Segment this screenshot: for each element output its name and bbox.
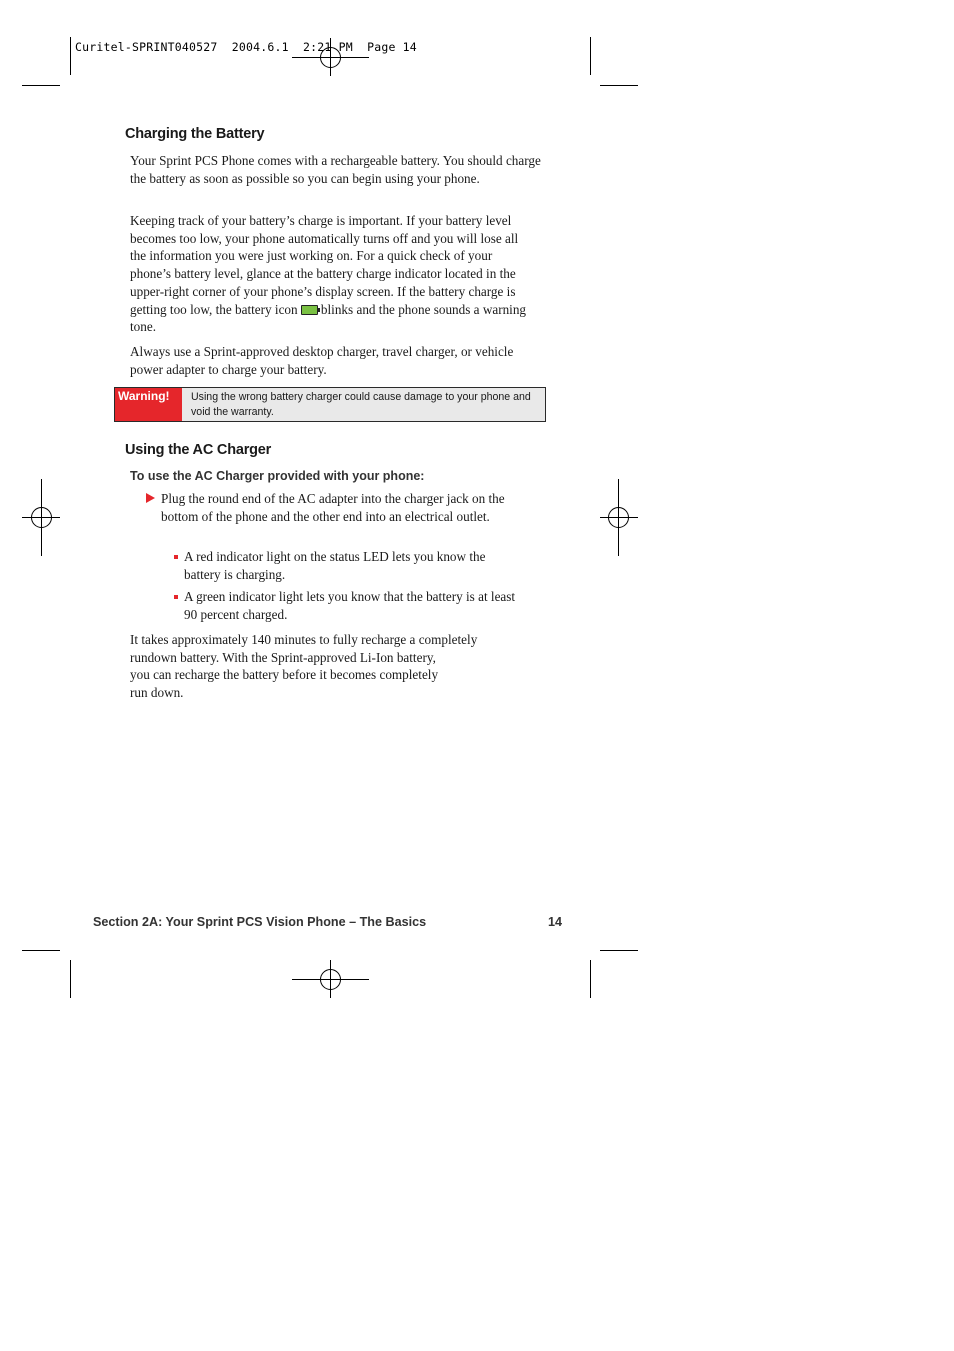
paragraph-line: you can recharge the battery before it becomes completely — [130, 667, 439, 683]
bullet-item-red-light: A red indicator light on the status LED lets you know the battery is charging. — [184, 549, 486, 582]
procedure-subheading: To use the AC Charger provided with your phone: — [130, 469, 425, 483]
paragraph-line: run down. — [130, 685, 184, 701]
paragraph-line: rundown battery. With the Sprint-approved Li-Ion battery, — [130, 649, 436, 665]
section-heading-ac-charger: Using the AC Charger — [125, 442, 272, 458]
charger-advice-paragraph — [130, 343, 530, 378]
section-heading-charging: Charging the Battery — [125, 126, 265, 142]
battery-level-paragraph — [130, 212, 535, 336]
bullet-icon — [174, 555, 178, 559]
print-slug: Curitel-SPRINT040527 2004.6.1 2:21 PM Page 14 — [75, 40, 417, 54]
charging-intro-paragraph — [130, 152, 545, 187]
warning-label: Warning! — [115, 388, 182, 421]
warning-box — [114, 387, 546, 422]
paragraph: Your Sprint PCS Phone comes with a rechargeable battery. You should charge the battery as soon as possible so you can begin using your phone. — [130, 153, 541, 186]
warning-text: Using the wrong battery charger could cause damage to your phone and void the warranty. — [191, 391, 531, 418]
bullet-icon — [174, 595, 178, 599]
paragraph-line: It takes approximately 140 minutes to fully recharge a completely — [130, 632, 478, 647]
recharge-time-paragraph — [130, 631, 545, 702]
step-arrow-icon — [146, 493, 155, 503]
paragraph: Always use a Sprint-approved desktop charger, travel charger, or vehicle power adapter to charge your battery. — [130, 344, 514, 377]
bullet-item-green-light: A green indicator light lets you know that the battery is at least 90 percent charged. — [184, 589, 516, 622]
footer-page-number: 14 — [548, 915, 563, 929]
battery-icon — [301, 305, 318, 315]
procedure-step: Plug the round end of the AC adapter into the charger jack on the bottom of the phone and the other end into an electrical outlet. — [161, 491, 505, 524]
footer-section-title: Section 2A: Your Sprint PCS Vision Phone – The Basics — [93, 915, 427, 929]
paragraph-text: Keeping track of your battery’s charge is important. If your battery level becomes too low, your phone automatically turns off and you will lose all the information you were just working on. For a quick check of your phone’s battery level, glance at the battery charge indicator located in the upper-right corner of your phone’s display screen. If the battery charge is getting too low, the battery icon — [130, 213, 519, 317]
paragraph — [130, 212, 535, 336]
paragraph-text-end: blinks and the phone sounds a warning tone. — [130, 301, 527, 335]
